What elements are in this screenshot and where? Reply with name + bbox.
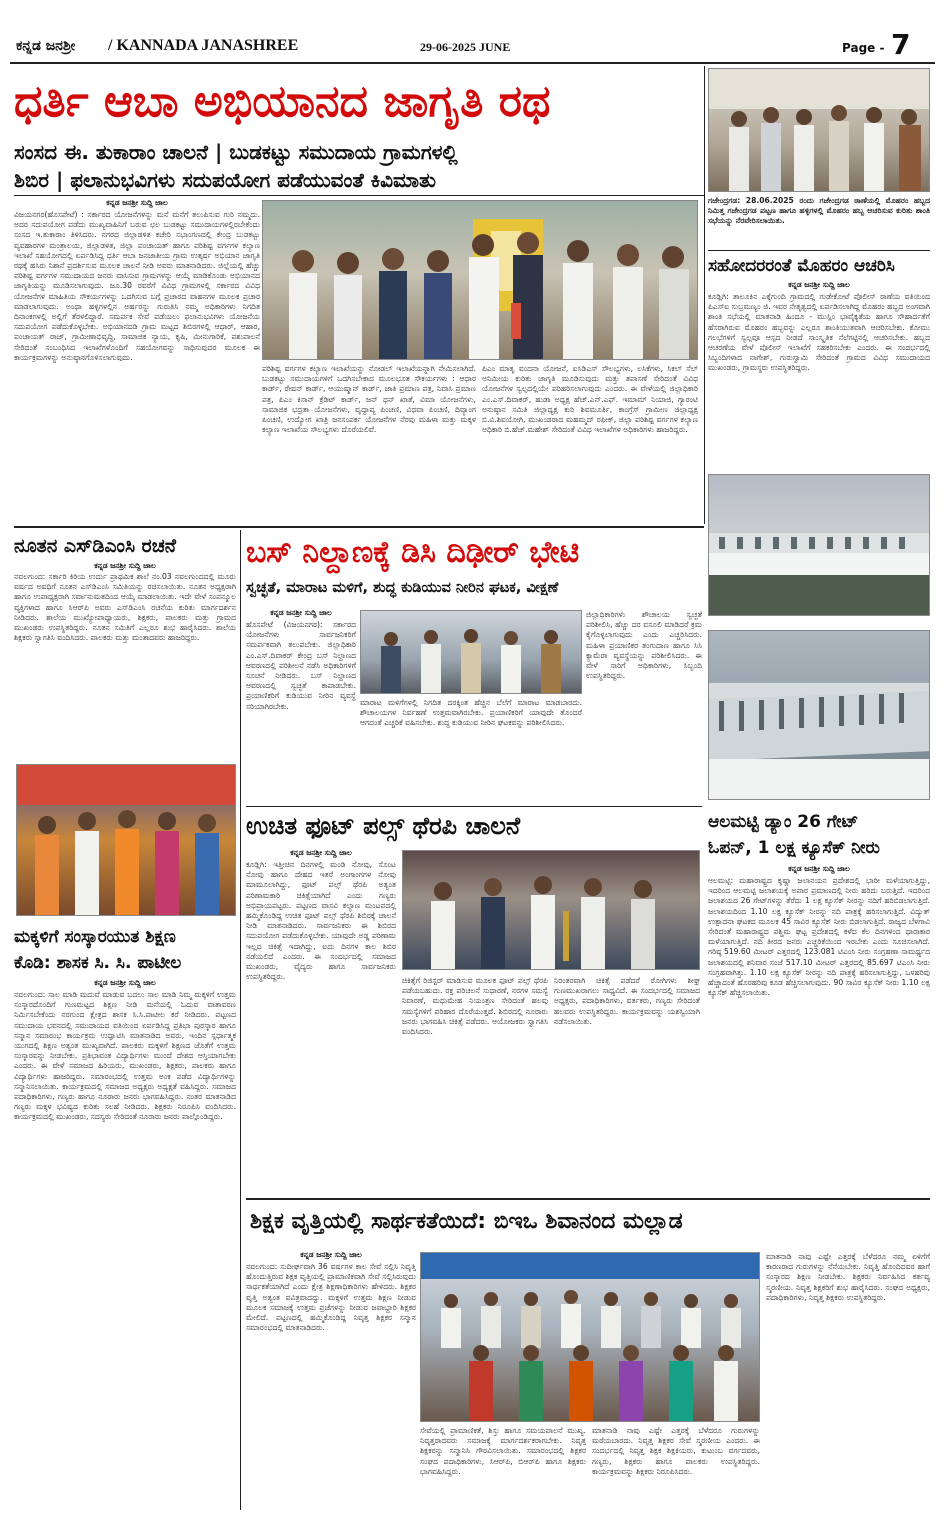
lead-column-3: ಪಿಎಂ ಮಾತೃ ವಂದನಾ ಯೋಜನೆ, ಐಸಿಡಿಎಸ್ ಸೌಲಭ್ಯಗಳು, ಲಸಿಕೆಗಳು, ಸಿಕಲ್ ಸೆಲ್ ಅನಿಮೀಯ ಕುರಿತು ಜಾಗೃತಿ ಮೂಡಿಸುವುದು ಮತ್ತು ತಪಾಸಣೆ ಸೇರಿದಂತೆ ವಿವಿಧ ಯೋಜನೆಗಳ ಸ್ವಲ್ಪದಲ್ಲಿಯೇ ಪರಿಹರಿಸಲಾಗುವುದು ಎಂದರು. ಈ ವೇಳೆಯಲ್ಲಿ ಜಿಲ್ಲಾಧಿಕಾರಿ ಎಂ.ಎಸ್.ದಿವಾಕರ್, ಹುಡಾ ಅಧ್ಯಕ್ಷ ಹೆಚ್.ಎನ್.ಎಫ್. ಇಮಾಮ್ ನಿಯಾಜಿ, ಗ್ಯಾರಂಟಿ ಅನುಷ್ಠಾನ ಸಮಿತಿ ಜಿಲ್ಲಾಧ್ಯಕ್ಷ ಕುರಿ ಶಿವಮೂರ್ತಿ, ಕಾಂಗ್ರೆಸ್ ಗ್ರಾಮೀಣ ಜಿಲ್ಲಾಧ್ಯಕ್ಷ ಬಿ.ವಿ.ಶಿವಯೋಗಿ, ಮುಖಂಡರಾದ ಮಹಮ್ಮದ್ ರಫೀಕ್, ಜಿಲ್ಲಾ ಪರಿಶಿಷ್ಟ ವರ್ಗಗಳ ಕಲ್ಯಾಣ ಅಧಿಕಾರಿ ಬಿ.ಹೆಚ್.ಮಹೇಶ್ ಸೇರಿದಂತೆ ವಿವಿಧ ಇಲಾಖೆಗಳ ಅಧಿಕಾರಿಗಳು ಹಾಜರಿದ್ದರು. — [482, 364, 698, 435]
samskara-headline-2: ಕೊಡಿ: ಶಾಸಕ ಸಿ. ಸಿ. ಪಾಟೀಲ — [14, 953, 182, 973]
lead-column-2: ಪರಿಶಿಷ್ಟ ವರ್ಗಗಳ ಕಲ್ಯಾಣ ಇಲಾಖೆಯನ್ನು ನೋಡಲ್ ಇಲಾಖೆಯನ್ನಾಗಿ ನೇಮಿಸಲಾಗಿದೆ. ಬುಡಕಟ್ಟು ಸಮುದಾಯಗಳಿಗೆ ಒದಗಿಸಬೇಕಾದ ಮೂಲಭೂತ ಸೌಕರ್ಯಗಳು : ಆಧಾರ ಕಾರ್ಡ್, ರೇಷನ್ ಕಾರ್ಡ್, ಆಯುಷ್ಮಾನ್ ಕಾರ್ಡ್, ಜಾತಿ ಪ್ರಮಾಣ ಪತ್ರ, ನಿವಾಸಿ ಪ್ರಮಾಣ ಪತ್ರ, ಪಿಎಂ ಕಿಸಾನ್ ಕ್ರೆಡಿಟ್ ಕಾರ್ಡ್, ಜನ್ ಧನ್ ಖಾತೆ, ವಿಮಾ ಯೋಜನೆಗಳು, ಸಾಮಾಜಿಕ ಭದ್ರತಾ ಯೋಜನೆಗಳು, ವೃದ್ಧಾಪ್ಯ ಪಿಂಚಣಿ, ವಿಧವಾ ಪಿಂಚಣಿ, ದಿವ್ಯಾಂಗ ಪಿಂಚಣಿ, ಉದ್ಯೋಗ ಖಾತ್ರಿ ಜನಸಂಪರ್ಕ ಯೋಜನೆಗಳ ನೆರವು ಮಹಿಳಾ ಮತ್ತು ಮಕ್ಕಳ ಕಲ್ಯಾಣ ಇಲಾಖೆಯ ಸೌಲಭ್ಯಗಳು ದೊರೆಯಲಿವೆ. — [262, 364, 476, 435]
almatti-headline-1: ಆಲಮಟ್ಟಿ ಡ್ಯಾಂ 26 ಗೇಟ್ — [708, 812, 859, 832]
lead-column-1: ವಿಜಯನಗರ(ಹೊಸಪೇಟೆ) : ಸರ್ಕಾರದ ಯೋಜನೆಗಳನ್ನು ಮನೆ ಮನೆಗೆ ತಲುಪಿಸುವ ಗುರಿ ನಮ್ಮದು. ಅದರ ಸದುಪಯೋಗ ಪಡೆದು ಮುಖ್ಯವಾಹಿನಿಗೆ ಬರುವ ಛಲ ಬುಡಕಟ್ಟು ಸಮುದಾಯಗಳಲ್ಲಿರಬೇಕೆಂದು ಸಂಸದ ಇ.ತುಕಾರಾಂ ತಿಳಿಸಿದರು. ನಗರದ ಜಿಲ್ಲಾಡಳಿತ ಕಚೇರಿ ಸಭಾಂಗಣದಲ್ಲಿ ಕೇಂದ್ರ ಬುಡಕಟ್ಟು ವ್ಯವಹಾರಗಳ ಮಂತ್ರಾಲಯ, ಜಿಲ್ಲಾಡಳಿತ, ಜಿಲ್ಲಾ ಪಂಚಾಯತ್ ಹಾಗೂ ಪರಿಶಿಷ್ಟ ವರ್ಗಗಳ ಕಲ್ಯಾಣ ಇಲಾಖೆ ಸಹಯೋಗದಲ್ಲಿ ಏರ್ಪಡಿಸಿದ್ದ ಧರ್ತಿ ಆಬಾ ಜನಜಾತೀಯ ಗ್ರಾಮ ಉತ್ಕರ್ಷ ಅಭಿಯಾನ ಜಾಗೃತಿ ರಥಕ್ಕೆ ಹಸಿರು ನಿಶಾನೆ ಪ್ರದರ್ಶಿಸುವ ಮೂಲಕ ಚಾಲನೆ ನೀಡಿ ಅವರು ಮಾತನಾಡಿದರು. ಜಿಲ್ಲೆಯಲ್ಲಿ ಹೆಚ್ಚು ಪರಿಶಿಷ್ಟ ವರ್ಗಗಳ ಸಮುದಾಯದ ಜನರು ವಾಸಿಸುವ ಗ್ರಾಮಗಳನ್ನು ಆಯ್ಕೆ ಮಾಡಿಕೊಂಡು ಅಭಿಯಾನದ ಜಾಗೃತಿಯನ್ನು ಮೂಡಿಸಲಾಗುವುದು. ಜೂ.30 ರವರೆಗೆ ವಿವಿಧ ಗ್ರಾಮಗಳಲ್ಲಿ ಸರ್ಕಾರದ ವಿವಿಧ ಯೋಜನೆಗಳ ಮಾಹಿತಿಯ ಸೌಕರ್ಯಗಳನ್ನು ಒದಗಿಸುವ ಬಗ್ಗೆ ಪ್ರಚಾರದ ವಾಹನಗಳ ಮೂಲಕ ಪ್ರಚಾರ ಮಾಡಲಾಗುವುದು. ಅಂಥಾ ಹಳ್ಳಿಗಳಲ್ಲಿನ ಅರ್ಹರನ್ನು ಗುರುತಿಸಿ ನಮ್ಮ ಅಧಿಕಾರಿಗಳು ನಿಗದಿತ ದಿನಾಂಕಗಳಲ್ಲಿ ಅಲ್ಲಿಗೆ ತೆರಳಲಿದ್ದಾರೆ. ಸಮರ್ಪಕ ಸೇವೆ ಪಡೆಯಲು ಫಲಾನುಭವಿಗಳು ಯೋಜನೆಯ ಸದುಪಯೋಗ ಪಡೆದುಕೊಳ್ಳಬೇಕು. ಅಭಿಯಾನದಡಿ ಗ್ರಾಮ ಮಟ್ಟದ ಶಿಬಿರಗಳಲ್ಲಿ ಆಧಾರ್, ಆಹಾರ, ಪಂಚಾಯತ್ ರಾಜ್, ಗ್ರಾಮೀಣಾಭಿವೃದ್ಧಿ, ಸಾಮಾಜಿಕ ನ್ಯಾಯ, ಕೃಷಿ, ಮೀನುಗಾರಿಕೆ, ಪಶುಪಾಲನೆ ಸೇರಿದಂತೆ ಸಂಬಂಧಿಸಿದ ಇಲಾಖೆಗಳೊಂದಿಗೆ ಸಹಯೋಗವನ್ನು ಸಾಧಿಸುವುದರ ಮೂಲಕ ಈ ಕಾರ್ಯಕ್ರಮಗಳನ್ನು ಅನುಷ್ಠಾನಗೊಳಿಸಲಾಗುವುದು. — [14, 210, 260, 362]
gajendragad-photo-image — [709, 69, 930, 192]
lead-subheadline-2: ಶಿಬಿರ | ಫಲಾನುಭವಿಗಳು ಸದುಪಯೋಗ ಪಡೆಯುವಂತೆ ಕಿವಿಮಾತು — [14, 168, 437, 192]
lead-photo — [262, 200, 698, 360]
foot-photo — [402, 850, 700, 970]
sdmc-body: ನವಲಗುಂದ: ಸರ್ಕಾರಿ ಕಿರಿಯ ಉರ್ದು ಪ್ರಾಥಮಿಕ ಶಾಲೆ ನಂ.03 ನವಲಗುಂದದಲ್ಲಿ ಮೂರು ವರ್ಷದ ಅವಧಿಗೆ ನೂತನ ಎಸ್‌ಡಿಎಂಸಿ ಸಮಿತಿಯನ್ನು ರಚಿಸಲಾಯಿತು. ನೂತನ ಅಧ್ಯಕ್ಷರಾಗಿ ಹಾಗೂ ಉಪಾಧ್ಯಕ್ಷರಾಗಿ ಸರ್ವಾನುಮತದಿಂದ ಆಯ್ಕೆ ಮಾಡಲಾಯಿತು. ಇದೇ ವೇಳೆ ಸಂಪನ್ಮೂಲ ವ್ಯಕ್ತಿಗಳಾದ ಹಾಗೂ ಸಿಆರ್‌ಪಿ ಅವರು ಎಸ್‌ಡಿಎಂಸಿ ರಚನೆಯ ಕುರಿತು ಮಾರ್ಗದರ್ಶನ ನೀಡಿದರು. ಶಾಲೆಯ ಮುಖ್ಯೋಪಾಧ್ಯಾಯರು, ಶಿಕ್ಷಕರು, ಪಾಲಕರು ಮತ್ತು ಗ್ರಾಮದ ಮುಖಂಡರು ಉಪಸ್ಥಿತರಿದ್ದರು. ನೂತನ ಸಮಿತಿಗೆ ಎಲ್ಲರೂ ಶುಭ ಹಾರೈಸಿದರು. ಶಾಲೆಯ ಶಿಕ್ಷಕರು ಸ್ವಾಗತಿಸಿ ವಂದಿಸಿದರು. ಪಾಲಕರು ಮತ್ತು ಮಂತಾದವರು ಹಾಜರಿದ್ದರು. — [14, 572, 236, 643]
sdmc-byline: ಕನ್ನಡ ಜನಶ್ರೀ ಸುದ್ದಿ ಜಾಲ — [94, 561, 156, 570]
teacher-photo-image — [421, 1253, 760, 1422]
paper-name-kannada: ಕನ್ನಡ ಜನಶ್ರೀ — [16, 38, 76, 54]
foot-column-1: ಕೂಡ್ಲಿಗಿ: ಇತ್ತೀಚಿನ ದಿನಗಳಲ್ಲಿ ಮಂಡಿ ನೋವು, ಸೊಂಟ ನೋವು ಹಾಗೂ ದೇಹದ ಇತರೆ ಅಂಗಾಂಗಗಳ ನೋವು ಮಾಮೂಲಾಗಿದ್ದು, ಫೂಟ್ ಪಲ್ಸ್ ಥೆರಪಿ ಅತ್ಯಂತ ಪರಿಣಾಮಕಾರಿ ಚಿಕಿತ್ಸೆಯಾಗಿದೆ ಎಂದು ಗಣ್ಯರು ಅಭಿಪ್ರಾಯಪಟ್ಟರು. ಪಟ್ಟಣದ ವಾಸವಿ ಕಲ್ಯಾಣ ಮಂಟಪದಲ್ಲಿ ಹಮ್ಮಿಕೊಂಡಿದ್ದ ಉಚಿತ ಫೂಟ್ ಪಲ್ಸ್ ಥೆರಪಿ ಶಿಬಿರಕ್ಕೆ ಚಾಲನೆ ನೀಡಿ ಮಾತನಾಡಿದರು. ಸಾರ್ವಜನಿಕರು ಈ ಶಿಬಿರದ ಸದುಪಯೋಗ ಪಡೆದುಕೊಳ್ಳಬೇಕು. ಯಾವುದೇ ಅಡ್ಡ ಪರಿಣಾಮ ಇಲ್ಲದ ಚಿಕಿತ್ಸೆ ಇದಾಗಿದ್ದು, ಐದು ದಿನಗಳ ಕಾಲ ಶಿಬಿರ ನಡೆಯಲಿದೆ ಎಂದರು. ಈ ಸಂದರ್ಭದಲ್ಲಿ ಸಮಾಜದ ಮುಖಂಡರು, ವೈದ್ಯರು ಹಾಗೂ ಸಾರ್ವಜನಿಕರು ಉಪಸ್ಥಿತರಿದ್ದರು. — [246, 860, 396, 982]
bus-photo — [360, 610, 582, 694]
gajendragad-photo — [708, 68, 930, 192]
almatti-dam-photo-1 — [708, 474, 930, 616]
lead-subheadline-1: ಸಂಸದ ಈ. ತುಕಾರಾಂ ಚಾಲನೆ | ಬುಡಕಟ್ಟು ಸಮುದಾಯ ಗ್ರಾಮಗಳಲ್ಲಿ — [14, 140, 458, 164]
dam-photo-2-image — [709, 631, 930, 800]
lead-rule — [14, 195, 704, 196]
right-column-divider-top — [704, 66, 705, 524]
teacher-column-1: ನವಲಗುಂದ: ಸುದೀರ್ಘವಾಗಿ 36 ವರ್ಷಗಳ ಕಾಲ ಸೇವೆ ಸಲ್ಲಿಸಿ ನಿವೃತ್ತಿ ಹೊಂದುತ್ತಿರುವ ಶಿಕ್ಷಕ ವೃತ್ತಿಯಲ್ಲಿ ಪ್ರಾಮಾಣಿಕವಾಗಿ ಸೇವೆ ಸಲ್ಲಿಸಿರುವುದು ಸಾರ್ಥಕತೆಯಾಗಿದೆ ಎಂದು ಕ್ಷೇತ್ರ ಶಿಕ್ಷಣಾಧಿಕಾರಿಗಳು ಹೇಳಿದರು. ಶಿಕ್ಷಕರ ವೃತ್ತಿ ಅತ್ಯಂತ ಪವಿತ್ರವಾದದ್ದು. ಮಕ್ಕಳಿಗೆ ಉತ್ತಮ ಶಿಕ್ಷಣ ನೀಡುವ ಮೂಲಕ ಸಮಾಜಕ್ಕೆ ಉತ್ತಮ ಪ್ರಜೆಗಳನ್ನು ನೀಡುವ ಜವಾಬ್ದಾರಿ ಶಿಕ್ಷಕರ ಮೇಲಿದೆ. ಪಟ್ಟಣದಲ್ಲಿ ಹಮ್ಮಿಕೊಂಡಿದ್ದ ನಿವೃತ್ತ ಶಿಕ್ಷಕರ ಸನ್ಮಾನ ಸಮಾರಂಭದಲ್ಲಿ ಮಾತನಾಡಿದರು. — [246, 1262, 416, 1333]
teacher-rule — [246, 1198, 930, 1200]
lead-headline: ಧರ್ತಿ ಆಬಾ ಅಭಿಯಾನದ ಜಾಗೃತಿ ರಥ — [14, 76, 551, 127]
moharam-body: ಕೂಡ್ಲಿಗಿ: ತಾಲೂಕಿನ ಎಕ್ಕೆಗುಂದಿ ಗ್ರಾಮದಲ್ಲಿ ಗುಡೇಕೋಟೆ ಪೊಲೀಸ್ ಠಾಣೆಯ ವತಿಯಿಂದ ಪಿಎಸ್ಐ ಸುಬ್ರಮಣ್ಯಂ ಜಿ. ಇವರ ನೇತೃತ್ವದಲ್ಲಿ ಏರ್ಪಡಿಸಲಾಗಿದ್ದ ಮೊಹರಂ ಹಬ್ಬದ ಅಂಗವಾಗಿ ಶಾಂತಿ ಸಭೆಯಲ್ಲಿ ಮಾತನಾಡಿ ಹಿಂದೂ - ಮುಸ್ಲಿಂ ಭಾವೈಕ್ಯತೆಯ ಹಾಗೂ ಸೌಹಾರ್ದತೆಗೆ ಹೆಸರಾಗಿರುವ ಮೊಹರಂ ಹಬ್ಬವನ್ನು ಎಲ್ಲರೂ ಶಾಂತಿಯುತವಾಗಿ ಆಚರಿಸಬೇಕು. ಕೋಮು ಗಲಭೆಗಳಿಗೆ ಸ್ವಲ್ಪವೂ ಆಸ್ಪದ ನೀಡದೆ ಸಾಂಸ್ಕೃತಿಕ ನೆಲೆಗಟ್ಟಿನಲ್ಲಿ ಆಚರಿಸಬೇಕು. ಹಬ್ಬದ ಆಚರಣೆಯ ವೇಳೆ ಪೊಲೀಸ್ ಇಲಾಖೆಗೆ ಸಹಕರಿಸಬೇಕು ಎಂದರು. ಈ ಸಂದರ್ಭದಲ್ಲಿ ಸಿಬ್ಬಂದಿಗಳಾದ ನಾಗೇಶ್, ಗುರುಸ್ವಾಮಿ ಸೇರಿದಂತೆ ಗ್ರಾಮದ ವಿವಿಧ ಸಮುದಾಯದ ಮುಖಂಡರು, ಗ್ರಾಮಸ್ಥರು ಉಪಸ್ಥಿತರಿದ್ದರು. — [708, 292, 930, 373]
teacher-column-3: ಮಾತನಾಡಿ ನಾವು ಎಷ್ಟೇ ಎತ್ತರಕ್ಕೆ ಬೆಳೆದರೂ ಗುರುಗಳನ್ನು ಮರೆಯಬಾರದು. ನಿವೃತ್ತ ಶಿಕ್ಷಕರ ಸೇವೆ ಸ್ಮರಣೀಯ ಎಂದರು. ಈ ಸಂದರ್ಭದಲ್ಲಿ ನಿವೃತ್ತ ಶಿಕ್ಷಕ ಶಿಕ್ಷಕಿಯರು, ಕುಟುಂಬ ವರ್ಗದವರು, ಗಣ್ಯರು, ಶಿಕ್ಷಕರು ಹಾಗೂ ಪಾಲಕರು ಉಪಸ್ಥಿತರಿದ್ದರು. ಕಾರ್ಯಕ್ರಮವನ್ನು ಶಿಕ್ಷಕರು ನಿರೂಪಿಸಿದರು. — [592, 1426, 760, 1476]
foot-column-3: ನಿರಂತರವಾಗಿ ಚಿಕಿತ್ಸೆ ಪಡೆದರೆ ರೋಗಿಗಳು ಶೀಘ್ರ ಗುಣಮುಖರಾಗಲು ಸಾಧ್ಯವಿದೆ. ಈ ಸಂದರ್ಭದಲ್ಲಿ ಸಮಾಜದ ಅಧ್ಯಕ್ಷರು, ಪದಾಧಿಕಾರಿಗಳು, ವರ್ತಕರು, ಗಣ್ಯರು ಸೇರಿದಂತೆ ಹಲವರು ಉಪಸ್ಥಿತರಿದ್ದರು. ಕಾರ್ಯಕ್ರಮವನ್ನು ಯಶಸ್ವಿಯಾಗಿ ನಡೆಸಲಾಯಿತು. — [554, 976, 700, 1026]
samskara-body: ನವಲಗುಂದ: ಸಾಲ ಮಾಡಿ ಮದುವೆ ಮಾಡುವ ಬದಲು ಸಾಲ ಮಾಡಿ ನಿಮ್ಮ ಮಕ್ಕಳಿಗೆ ಉತ್ತಮ ಸಂಸ್ಕಾರದೊಂದಿಗೆ ಗುಣಮಟ್ಟದ ಶಿಕ್ಷಣ ನೀಡಿ ಮನೆಯಲ್ಲಿ ಓದುವ ವಾತಾವರಣ ನಿರ್ಮಿಸಬೇಕೆಂದು ನರಗುಂದ ಕ್ಷೇತ್ರದ ಶಾಸಕ ಸಿ.ಸಿ.ಪಾಟೀಲ ಕರೆ ನೀಡಿದರು. ಪಟ್ಟಣದ ಸಮುದಾಯ ಭವನದಲ್ಲಿ ಸಮುದಾಯದ ವತಿಯಿಂದ ಏರ್ಪಡಿಸಿದ್ದ ಪ್ರತಿಭಾ ಪುರಸ್ಕಾರ ಹಾಗೂ ಸನ್ಮಾನ ಸಮಾರಂಭ ಕಾರ್ಯಕ್ರಮ ಉದ್ಘಾಟಿಸಿ ಮಾತನಾಡಿದ ಅವರು, ಇಂದಿನ ಸ್ಪರ್ಧಾತ್ಮಕ ಯುಗದಲ್ಲಿ ಶಿಕ್ಷಣ ಅತ್ಯಂತ ಮುಖ್ಯವಾಗಿದೆ. ಪಾಲಕರು ಮಕ್ಕಳಿಗೆ ಶಿಕ್ಷಣದ ಜೊತೆಗೆ ಉತ್ತಮ ಸಂಸ್ಕಾರವನ್ನು ನೀಡಬೇಕು. ಪ್ರತಿಭಾವಂತ ವಿದ್ಯಾರ್ಥಿಗಳು ಮುಂದೆ ದೇಶದ ಆಸ್ತಿಯಾಗಬೇಕು ಎಂದರು. ಈ ವೇಳೆ ಸಮಾಜದ ಹಿರಿಯರು, ಮುಖಂಡರು, ಶಿಕ್ಷಕರು, ಪಾಲಕರು ಹಾಗೂ ವಿದ್ಯಾರ್ಥಿಗಳು ಹಾಜರಿದ್ದರು. ಸಮಾರಂಭದಲ್ಲಿ ಉತ್ತಮ ಅಂಕ ಪಡೆದ ವಿದ್ಯಾರ್ಥಿಗಳನ್ನು ಸನ್ಮಾನಿಸಲಾಯಿತು. ಕಾರ್ಯಕ್ರಮದಲ್ಲಿ ಸಮಾಜದ ಅಧ್ಯಕ್ಷರು ಅಧ್ಯಕ್ಷತೆ ವಹಿಸಿದ್ದರು. ಸಮಾಜದ ಪದಾಧಿಕಾರಿಗಳು, ಗಣ್ಯರು ಹಾಗೂ ನೂರಾರು ಜನರು ಭಾಗವಹಿಸಿದ್ದರು. ನಂತರ ಮಾತನಾಡಿದ ಗಣ್ಯರು ಮಕ್ಕಳ ಭವಿಷ್ಯದ ಕುರಿತು ಸಲಹೆ ನೀಡಿದರು. ಶಿಕ್ಷಕರು ನಿರೂಪಿಸಿ ವಂದಿಸಿದರು. ಕಾರ್ಯಕ್ರಮದಲ್ಲಿ ಮುಖಂಡರು, ಸದಸ್ಯರು ಸೇರಿದಂತೆ ನೂರಾರು ಜನರು ಪಾಲ್ಗೊಂಡಿದ್ದರು. — [14, 990, 236, 1122]
section-rule-mid — [14, 526, 704, 528]
lead-photo-image — [263, 201, 698, 360]
samskara-photo — [16, 764, 236, 916]
left-column-divider — [240, 530, 241, 1510]
gajendragad-caption: ಗಜೇಂದ್ರಗಡ: 28.06.2025 ರಂದು ಗಜೇಂದ್ರಗಡ ಠಾಣೆಯಲ್ಲಿ ಮೊಹರಂ ಹಬ್ಬದ ನಿಮಿತ್ತ ಗಜೇಂದ್ರಗಡ ಪಟ್ಟಣ ಹಾಗೂ ಹಳ್ಳಿಗಳಲ್ಲಿ ಮೊಹರಂ ಹಬ್ಬ ಆಚರಿಸುವ ಕುರಿತು ಶಾಂತಿ ಸಭೆಯನ್ನು ನೆರವೇರಿಸಲಾಯಿತು. — [708, 196, 930, 226]
almatti-byline: ಕನ್ನಡ ಜನಶ್ರೀ ಸುದ್ದಿ ಜಾಲ — [788, 864, 850, 873]
page-number: 7 — [891, 28, 911, 61]
teacher-photo — [420, 1252, 760, 1422]
moharam-byline: ಕನ್ನಡ ಜನಶ್ರೀ ಸುದ್ದಿ ಜಾಲ — [788, 280, 850, 289]
bus-column-2: ಮಾರಾಟ ಮಳಿಗೆಗಳಲ್ಲಿ ನಿಗದಿತ ದರಕ್ಕಿಂತ ಹೆಚ್ಚಿನ ಬೆಲೆಗೆ ಮಾರಾಟ ಮಾಡಬಾರದು. ಶೌಚಾಲಯಗಳ ನಿರ್ವಹಣೆ ಉತ್ತಮವಾಗಿರಬೇಕು. ಪ್ರಯಾಣಿಕರಿಗೆ ಯಾವುದೇ ತೊಂದರೆ ಆಗದಂತೆ ಎಚ್ಚರಿಕೆ ವಹಿಸಬೇಕು. ಶುದ್ಧ ಕುಡಿಯುವ ನೀರಿನ ಘಟಕವನ್ನು ಪರಿಶೀಲಿಸಿದರು. — [360, 698, 582, 728]
teacher-column-2: ಸೇವೆಯಲ್ಲಿ ಪ್ರಾಮಾಣಿಕತೆ, ಶಿಸ್ತು ಹಾಗೂ ಸಮಯಪಾಲನೆ ಮುಖ್ಯ. ನಿವೃತ್ತರಾದವರು ಸಮಾಜಕ್ಕೆ ಮಾರ್ಗದರ್ಶಕರಾಗಬೇಕು. ನಿವೃತ್ತ ಶಿಕ್ಷಕರನ್ನು ಸನ್ಮಾನಿಸಿ ಗೌರವಿಸಲಾಯಿತು. ಸಮಾರಂಭದಲ್ಲಿ ಶಿಕ್ಷಕರ ಸಂಘದ ಪದಾಧಿಕಾರಿಗಳು, ಸಿಆರ್‌ಪಿ, ಬಿಆರ್‌ಪಿ ಹಾಗೂ ಶಿಕ್ಷಕರು ಭಾಗವಹಿಸಿದ್ದರು. — [420, 1426, 586, 1476]
foot-byline: ಕನ್ನಡ ಜನಶ್ರೀ ಸುದ್ದಿ ಜಾಲ — [290, 848, 352, 857]
bus-headline: ಬಸ್ ನಿಲ್ದಾಣಕ್ಕೆ ಡಿಸಿ ದಿಢೀರ್ ಭೇಟಿ — [246, 535, 580, 570]
samskara-headline-1: ಮಕ್ಕಳಿಗೆ ಸಂಸ್ಕಾರಯುತ ಶಿಕ್ಷಣ — [14, 927, 176, 947]
teacher-byline: ಕನ್ನಡ ಜನಶ್ರೀ ಸುದ್ದಿ ಜಾಲ — [300, 1250, 362, 1259]
almatti-dam-photo-2 — [708, 630, 930, 800]
almatti-headline-2: ಓಪನ್, 1 ಲಕ್ಷ ಕ್ಯೂಸೆಕ್ ನೀರು — [708, 838, 880, 858]
foot-column-2: ಚಿಕಿತ್ಸೆಗೆ ರಿಜಿಸ್ಟರ್ ಮಾಡಿಸುವ ಮೂಲಕ ಫೂಟ್ ಪಲ್ಸ್ ಥೆರಪಿ ಪಡೆಯಬಹುದು. ರಕ್ತ ಪರಿಚಲನೆ ಸುಧಾರಣೆ, ನರಗಳ ಸಮಸ್ಯೆ ನಿವಾರಣೆ, ಮಧುಮೇಹ ನಿಯಂತ್ರಣ ಸೇರಿದಂತೆ ಹಲವು ಸಮಸ್ಯೆಗಳಿಗೆ ಪರಿಹಾರ ದೊರೆಯುತ್ತದೆ. ಶಿಬಿರದಲ್ಲಿ ನೂರಾರು ಜನರು ಭಾಗವಹಿಸಿ ಚಿಕಿತ್ಸೆ ಪಡೆದರು. ಆಯೋಜಕರು ಸ್ವಾಗತಿಸಿ ವಂದಿಸಿದರು. — [402, 976, 548, 1037]
foot-rule — [246, 806, 702, 807]
samskara-byline: ಕನ್ನಡ ಜನಶ್ರೀ ಸುದ್ದಿ ಜಾಲ — [94, 978, 156, 987]
teacher-headline: ಶಿಕ್ಷಕ ವೃತ್ತಿಯಲ್ಲಿ ಸಾರ್ಥಕತೆಯಿದೆ: ಬಿಇಒ ಶಿವಾನಂದ ಮಲ್ಲಾಡ — [250, 1209, 683, 1234]
foot-headline: ಉಚಿತ ಫೂಟ್ ಪಲ್ಸ್ ಥೆರಪಿ ಚಾಲನೆ — [246, 812, 521, 840]
bus-byline: ಕನ್ನಡ ಜನಶ್ರೀ ಸುದ್ದಿ ಜಾಲ — [270, 608, 332, 617]
almatti-body: ಆಲಮಟ್ಟಿ: ಮಹಾರಾಷ್ಟ್ರದ ಕೃಷ್ಣಾ ಜಲಾನಯನ ಪ್ರದೇಶದಲ್ಲಿ ಭಾರೀ ಮಳೆಯಾಗುತ್ತಿದ್ದು, ಇದರಿಂದ ಆಲಮಟ್ಟಿ ಜಲಾಶಯಕ್ಕೆ ಅಪಾರ ಪ್ರಮಾಣದಲ್ಲಿ ನೀರು ಹರಿದು ಬರುತ್ತಿದೆ. ಇದರಿಂದ ಜಲಾಶಯದ 26 ಗೇಟ್‌ಗಳನ್ನು ತೆರೆದು 1 ಲಕ್ಷ ಕ್ಯೂಸೆಕ್ ನೀರನ್ನು ನದಿಗೆ ಹರಿಬಿಡಲಾಗುತ್ತಿದೆ. ಜಲಾಶಯದಿಂದ 1.10 ಲಕ್ಷ ಕ್ಯೂಸೆಕ್ ನೀರನ್ನು ನದಿ ಪಾತ್ರಕ್ಕೆ ಹರಿಸಲಾಗುತ್ತಿದೆ. ವಿದ್ಯುತ್ ಉತ್ಪಾದನಾ ಘಟಕದ ಮೂಲಕ 45 ಸಾವಿರ ಕ್ಯೂಸೆಕ್ ನೀರು ಬಿಡಲಾಗುತ್ತಿದೆ. ರಾಜ್ಯದ ಬೆಳಗಾವಿ ಸೇರಿದಂತೆ ಮಹಾರಾಷ್ಟ್ರದ ಪಶ್ಚಿಮ ಘಟ್ಟ ಪ್ರದೇಶದಲ್ಲಿ ಕಳೆದ ಕೆಲ ದಿನಗಳಿಂದ ಧಾರಾಕಾರ ಮಳೆಯಾಗುತ್ತಿದೆ. ನದಿ ತೀರದ ಜನರು ಎಚ್ಚರಿಕೆಯಿಂದ ಇರಬೇಕು ಎಂದು ಸೂಚಿಸಲಾಗಿದೆ. ಗರಿಷ್ಠ 519.60 ಮೀಟರ್ ಎತ್ತರದಲ್ಲಿ 123.081 ಟಿಎಂಸಿ ನೀರು ಸಂಗ್ರಹಣಾ ಸಾಮರ್ಥ್ಯದ ಜಲಾಶಯದಲ್ಲಿ ಶನಿವಾರ ಸಂಜೆ 517.10 ಮೀಟರ್ ಎತ್ತರದಲ್ಲಿ 85.697 ಟಿಎಂಸಿ ನೀರು ಸಂಗ್ರಹವಾಗಿತ್ತು. 1.10 ಲಕ್ಷ ಕ್ಯೂಸೆಕ್ ನೀರನ್ನು ನದಿ ಪಾತ್ರಕ್ಕೆ ಹರಿಸಲಾಗುತ್ತಿದ್ದು, ಒಳಹರಿವು ಹೆಚ್ಚಾದಂತೆ ಹೊರಹರಿವು ಕೂಡ ಹೆಚ್ಚಿಸಲಾಗುವುದು. 90 ಸಾವಿರ ಕ್ಯೂಸೆಕ್ ನೀರು 1.10 ಲಕ್ಷ ಕ್ಯೂಸೆಕ್ ಹೆಚ್ಚಿಸಲಾಯಿತು. — [708, 876, 930, 998]
bus-photo-image — [361, 611, 582, 694]
paper-name-english: / KANNADA JANASHREE — [108, 37, 299, 54]
issue-date: 29-06-2025 JUNE — [420, 40, 511, 54]
masthead-rule — [10, 62, 935, 64]
moharam-rule — [708, 250, 930, 251]
bus-subheadline: ಸ್ವಚ್ಛತೆ, ಮಾರಾಟ ಮಳಿಗೆ, ಶುದ್ಧ ಕುಡಿಯುವ ನೀರಿನ ಘಟಕ, ವೀಕ್ಷಣೆ — [246, 580, 559, 596]
dam-photo-1-image — [709, 475, 930, 616]
bus-column-3: ಜಿಲ್ಲಾಧಿಕಾರಿಗಳು ಶೌಚಾಲಯ ಸ್ವಚ್ಛತೆ ಪರಿಶೀಲಿಸಿ, ಹೆಚ್ಚು ದರ ವಸೂಲಿ ಮಾಡಿದರೆ ಕ್ರಮ ಕೈಗೊಳ್ಳಲಾಗುವುದು ಎಂದು ಎಚ್ಚರಿಸಿದರು. ಮಹಿಳಾ ಪ್ರಯಾಣಿಕರ ತಂಗುದಾಣ ಹಾಗೂ ಸಿಸಿ ಕ್ಯಾಮೆರಾ ವ್ಯವಸ್ಥೆಯನ್ನು ಪರಿಶೀಲಿಸಿದರು. ಈ ವೇಳೆ ಸಾರಿಗೆ ಅಧಿಕಾರಿಗಳು, ಸಿಬ್ಬಂದಿ ಉಪಸ್ಥಿತರಿದ್ದರು. — [586, 610, 702, 681]
bus-column-1: ಹೊಸಪೇಟೆ (ವಿಜಯನಗರ): ಸರ್ಕಾರದ ಯೋಜನೆಗಳು ಸಾರ್ವಜನಿಕರಿಗೆ ಸಮರ್ಪಕವಾಗಿ ತಲುಪಬೇಕು. ಜಿಲ್ಲಾಧಿಕಾರಿ ಎಂ.ಎಸ್.ದಿವಾಕರ್ ಕೇಂದ್ರ ಬಸ್ ನಿಲ್ದಾಣದ ಆವರಣದಲ್ಲಿ ಪರಿಶೀಲನೆ ನಡೆಸಿ ಅಧಿಕಾರಿಗಳಿಗೆ ಸೂಚನೆ ನೀಡಿದರು. ಬಸ್ ನಿಲ್ದಾಣದ ಆವರಣದಲ್ಲಿ ಸ್ವಚ್ಛತೆ ಕಾಪಾಡಬೇಕು. ಪ್ರಯಾಣಿಕರಿಗೆ ಕುಡಿಯುವ ನೀರಿನ ವ್ಯವಸ್ಥೆ ಸರಿಯಾಗಿರಬೇಕು. — [246, 620, 356, 711]
teacher-column-4: ಮಾತನಾಡಿ ನಾವು ಎಷ್ಟೇ ಎತ್ತರಕ್ಕೆ ಬೆಳೆದರೂ ನಮ್ಮ ಏಳಿಗೆಗೆ ಕಾರಣರಾದ ಗುರುಗಳನ್ನು ನೆನೆಯಬೇಕು. ನಿವೃತ್ತಿ ಹೊಂದಿದವರ ಹಾಗೆ ಸಂಸ್ಕಾರದ ಶಿಕ್ಷಣ ನೀಡಬೇಕು. ಶಿಕ್ಷಕರು ನಿರ್ವಹಿಸಿದ ಕರ್ತವ್ಯ ಸ್ಮರಣೀಯ. ನಿವೃತ್ತ ಶಿಕ್ಷಕರಿಗೆ ಶುಭ ಹಾರೈಸಿದರು. ಸಂಘದ ಅಧ್ಯಕ್ಷರು, ಪದಾಧಿಕಾರಿಗಳು, ನಿವೃತ್ತ ಶಿಕ್ಷಕರು ಉಪಸ್ಥಿತರಿದ್ದರು. — [766, 1252, 930, 1302]
masthead — [16, 28, 928, 62]
foot-photo-image — [403, 851, 700, 970]
samskara-photo-image — [17, 765, 236, 916]
lead-byline: ಕನ್ನಡ ಜನಶ್ರೀ ಸುದ್ದಿ ಜಾಲ — [106, 198, 168, 207]
sdmc-headline: ನೂತನ ಎಸ್‌ಡಿಎಂಸಿ ರಚನೆ — [14, 535, 177, 557]
moharam-headline: ಸಹೋದರರಂತೆ ಮೊಹರಂ ಆಚರಿಸಿ — [708, 256, 895, 276]
page-label: Page - — [842, 41, 885, 55]
